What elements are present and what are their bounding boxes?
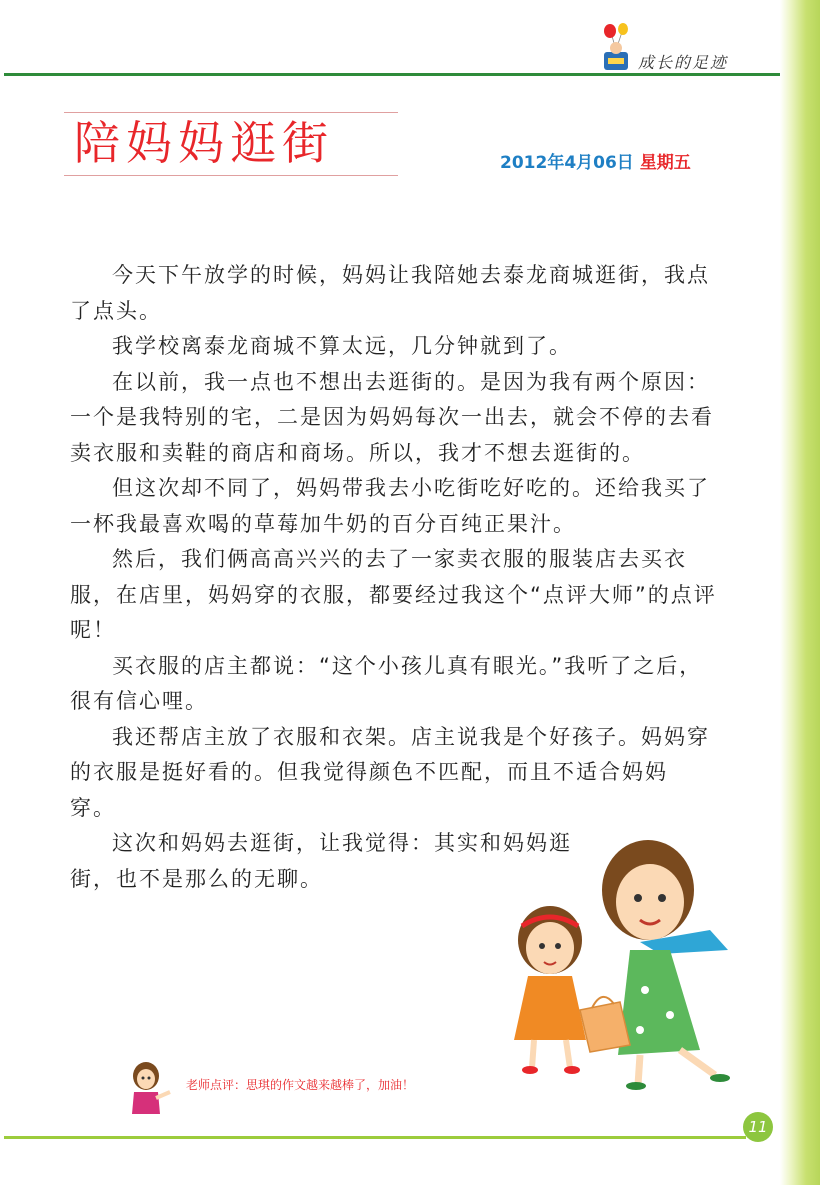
article-date: 2012年4月06日 [500, 153, 634, 173]
article-weekday: 星期五 [639, 153, 691, 173]
paragraph: 买衣服的店主都说：“这个小孩儿真有眼光。”我听了之后，很有信心哩。 [70, 653, 703, 713]
teacher-pointing-icon [126, 1060, 172, 1114]
side-gradient-band [780, 0, 820, 1185]
page-number: 11 [743, 1112, 773, 1142]
paragraph: 这次和妈妈去逛街，让我觉得：其实和妈妈逛街，也不是那么的无聊。 [70, 831, 572, 891]
paragraph: 但这次却不同了，妈妈带我去小吃街吃好吃的。还给我买了一杯我最喜欢喝的草莓加牛奶的百分百纯正果汁。 [70, 476, 710, 536]
mother-and-daughter-shopping-illustration [490, 830, 750, 1090]
series-title: 成长的足迹 [638, 53, 729, 72]
paragraph: 在以前，我一点也不想出去逛街的。是因为我有两个原因：一个是我特别的宅，二是因为妈妈每次一出去，就会不停的去看卖衣服和卖鞋的商店和商场。所以，我才不想去逛街的。 [70, 369, 714, 465]
teacher-comment: 老师点评：思琪的作文越来越棒了，加油！ [186, 1078, 415, 1092]
footer-divider [4, 1136, 746, 1139]
paragraph: 我还帮店主放了衣服和衣架。店主说我是个好孩子。妈妈穿的衣服是挺好看的。但我觉得颜色不匹配，而且不适合妈妈穿。 [70, 724, 710, 820]
header-divider [4, 73, 780, 76]
kid-with-balloons-icon [598, 22, 634, 72]
paragraph: 我学校离泰龙商城不算太远，几分钟就到了。 [112, 334, 572, 358]
paragraph: 今天下午放学的时候，妈妈让我陪她去泰龙商城逛街，我点了点头。 [70, 263, 710, 323]
article-body [70, 258, 720, 897]
paragraph: 然后，我们俩高高兴兴的去了一家卖衣服的服装店去买衣服，在店里，妈妈穿的衣服，都要经过我这个“点评大师”的点评呢！ [70, 547, 717, 642]
date-line [500, 148, 691, 173]
article-title: 陪妈妈逛街 [74, 116, 334, 170]
